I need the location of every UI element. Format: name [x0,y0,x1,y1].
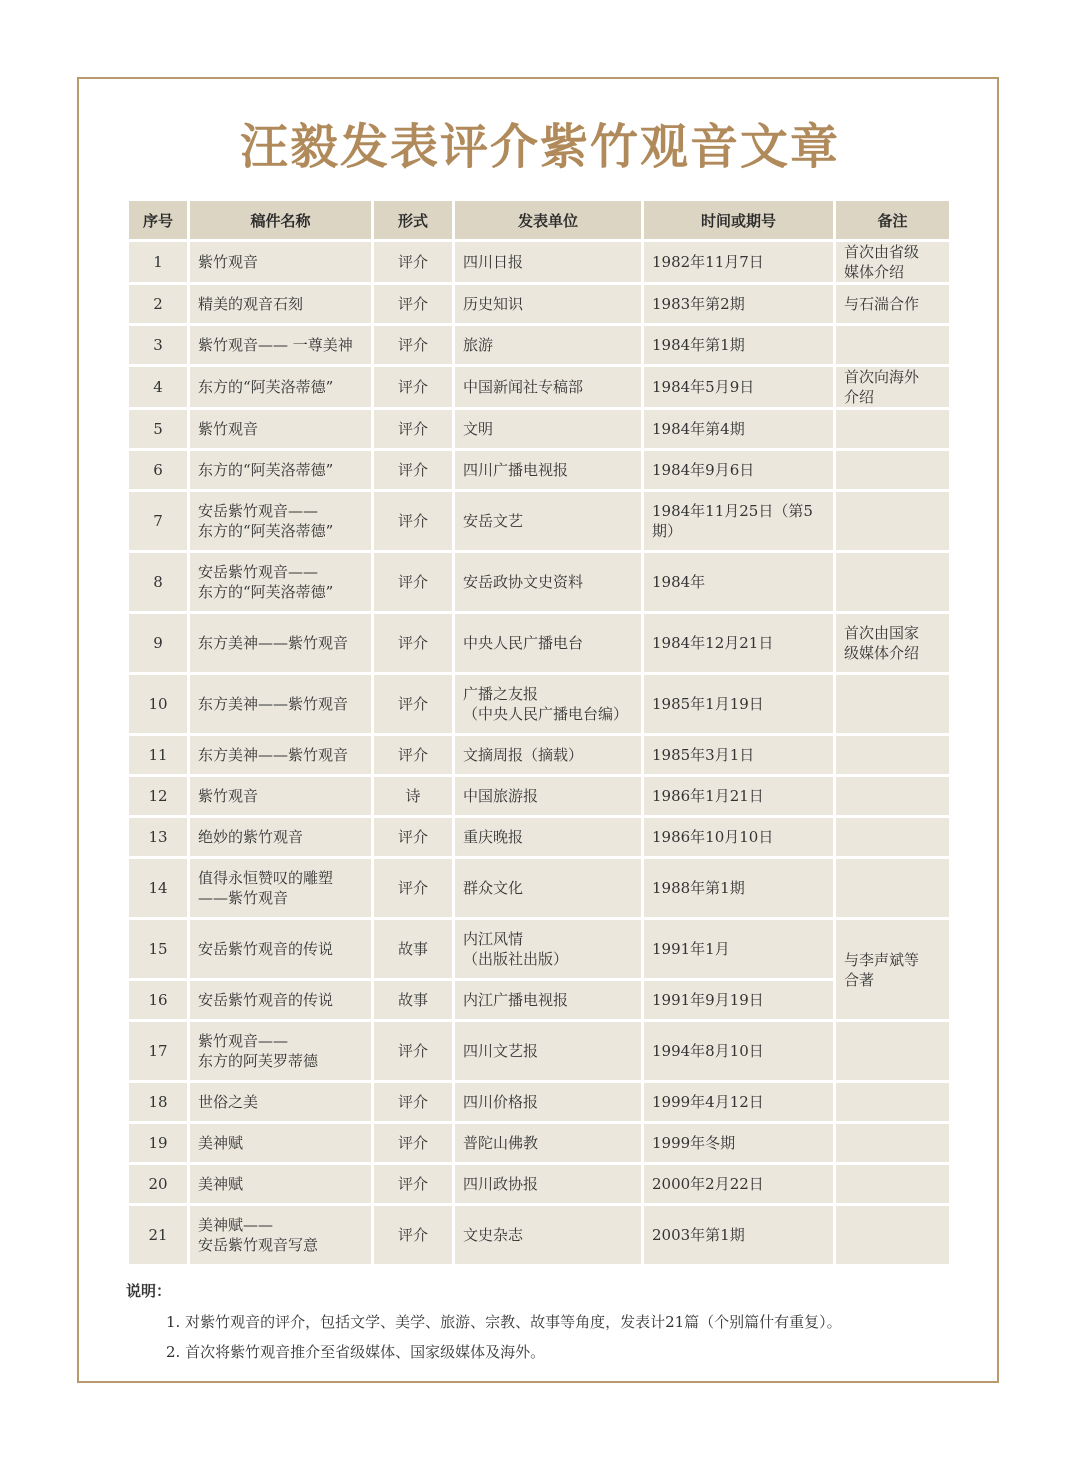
publish-date: 1984年 [644,553,833,611]
table-row [129,451,949,489]
article-title: 东方的“阿芙洛蒂德” [190,367,371,407]
article-title: 东方美神——紫竹观音 [190,736,371,774]
table-row [129,1206,949,1264]
header-cell: 备注 [836,201,949,239]
publisher: 群众文化 [455,859,641,917]
publish-date: 1994年8月10日 [644,1022,833,1080]
row-number: 2 [129,285,187,323]
remark [836,410,949,448]
article-title: 美神赋—— 安岳紫竹观音写意 [190,1206,371,1264]
article-form: 诗 [374,777,452,815]
article-form: 评介 [374,736,452,774]
row-number: 13 [129,818,187,856]
row-number: 16 [129,981,187,1019]
article-form: 评介 [374,1124,452,1162]
article-title: 精美的观音石刻 [190,285,371,323]
table-row [129,614,949,672]
row-number: 18 [129,1083,187,1121]
row-number: 9 [129,614,187,672]
table-row [129,1124,949,1162]
article-title: 美神赋 [190,1165,371,1203]
article-title: 紫竹观音 [190,242,371,282]
article-title: 绝妙的紫竹观音 [190,818,371,856]
remark: 首次由省级 媒体介绍 [836,242,949,282]
publisher: 文明 [455,410,641,448]
table-row [129,367,949,407]
publish-date: 2003年第1期 [644,1206,833,1264]
article-form: 评介 [374,1022,452,1080]
publisher: 重庆晚报 [455,818,641,856]
remark: 与李声斌等 合著 [836,920,949,1019]
article-title: 东方美神——紫竹观音 [190,614,371,672]
row-number: 20 [129,1165,187,1203]
publish-date: 1985年1月19日 [644,675,833,733]
table-header [129,201,949,239]
article-title: 紫竹观音—— 一尊美神 [190,326,371,364]
article-title: 紫竹观音 [190,410,371,448]
row-number: 8 [129,553,187,611]
publish-date: 1984年第1期 [644,326,833,364]
article-form: 评介 [374,326,452,364]
article-title: 东方美神——紫竹观音 [190,675,371,733]
article-form: 评介 [374,675,452,733]
remark: 首次由国家 级媒体介绍 [836,614,949,672]
row-number: 1 [129,242,187,282]
article-form: 评介 [374,1206,452,1264]
remark: 与石湍合作 [836,285,949,323]
article-title: 东方的“阿芙洛蒂德” [190,451,371,489]
publish-date: 1986年1月21日 [644,777,833,815]
article-form: 故事 [374,920,452,978]
table-row [129,736,949,774]
note-item: 1. 对紫竹观音的评介，包括文学、美学、旅游、宗教、故事等角度，发表计21篇（个别篇什有重复）。 [166,1313,842,1331]
table-row [129,492,949,550]
article-title: 安岳紫竹观音—— 东方的“阿芙洛蒂德” [190,553,371,611]
publisher: 四川广播电视报 [455,451,641,489]
remark [836,1206,949,1264]
remark [836,1165,949,1203]
row-number: 12 [129,777,187,815]
article-title: 紫竹观音—— 东方的阿芙罗蒂德 [190,1022,371,1080]
publisher: 文史杂志 [455,1206,641,1264]
row-number: 21 [129,1206,187,1264]
publish-date: 1991年1月 [644,920,833,978]
publisher: 内江广播电视报 [455,981,641,1019]
article-title: 安岳紫竹观音—— 东方的“阿芙洛蒂德” [190,492,371,550]
row-number: 4 [129,367,187,407]
remark: 首次向海外 介绍 [836,367,949,407]
notes-section [126,1280,966,1367]
article-form: 评介 [374,492,452,550]
publish-date: 1982年11月7日 [644,242,833,282]
article-form: 评介 [374,1083,452,1121]
publish-date: 1988年第1期 [644,859,833,917]
row-number: 14 [129,859,187,917]
remark [836,675,949,733]
article-form: 评介 [374,818,452,856]
article-form: 评介 [374,859,452,917]
remark [836,777,949,815]
row-number: 10 [129,675,187,733]
header-cell: 形式 [374,201,452,239]
publisher: 内江风情 （出版社出版） [455,920,641,978]
article-title: 值得永恒赞叹的雕塑 ——紫竹观音 [190,859,371,917]
page-title: 汪毅发表评介紫竹观音文章 [239,119,840,175]
publisher: 文摘周报（摘载） [455,736,641,774]
publish-date: 1984年第4期 [644,410,833,448]
article-title: 世俗之美 [190,1083,371,1121]
note-item: 2. 首次将紫竹观音推介至省级媒体、国家级媒体及海外。 [166,1343,546,1361]
article-form: 评介 [374,367,452,407]
remark [836,1124,949,1162]
table-row [129,242,949,282]
article-form: 故事 [374,981,452,1019]
header-cell: 序号 [129,201,187,239]
publish-date: 1999年4月12日 [644,1083,833,1121]
article-form: 评介 [374,242,452,282]
article-form: 评介 [374,410,452,448]
publish-date: 2000年2月22日 [644,1165,833,1203]
row-number: 3 [129,326,187,364]
remark [836,492,949,550]
table-row [129,818,949,856]
publish-date: 1983年第2期 [644,285,833,323]
publish-date: 1986年10月10日 [644,818,833,856]
publish-date: 1985年3月1日 [644,736,833,774]
table-row [129,675,949,733]
table-row [129,410,949,448]
table-row [129,777,949,815]
article-title: 安岳紫竹观音的传说 [190,920,371,978]
publisher: 旅游 [455,326,641,364]
publisher: 中央人民广播电台 [455,614,641,672]
publisher: 安岳政协文史资料 [455,553,641,611]
article-form: 评介 [374,451,452,489]
publisher: 广播之友报 （中央人民广播电台编） [455,675,641,733]
publish-date: 1984年9月6日 [644,451,833,489]
table-row [129,1083,949,1121]
row-number: 15 [129,920,187,978]
remark [836,736,949,774]
row-number: 6 [129,451,187,489]
publisher: 四川价格报 [455,1083,641,1121]
table-row [129,326,949,364]
publish-date: 1984年11月25日（第5期） [644,492,833,550]
remark [836,1083,949,1121]
publisher: 安岳文艺 [455,492,641,550]
publish-date: 1999年冬期 [644,1124,833,1162]
table-row [129,1022,949,1080]
row-number: 17 [129,1022,187,1080]
article-form: 评介 [374,553,452,611]
notes-label: 说明： [126,1282,172,1300]
remark [836,859,949,917]
publisher: 中国新闻社专稿部 [455,367,641,407]
row-number: 11 [129,736,187,774]
remark [836,1022,949,1080]
article-title: 紫竹观音 [190,777,371,815]
article-title: 安岳紫竹观音的传说 [190,981,371,1019]
row-number: 19 [129,1124,187,1162]
articles-table [126,198,952,1267]
table-row [129,920,949,978]
table-row [129,981,949,1019]
article-form: 评介 [374,614,452,672]
publish-date: 1984年12月21日 [644,614,833,672]
remark [836,451,949,489]
header-cell: 发表单位 [455,201,641,239]
table-row [129,1165,949,1203]
header-cell: 稿件名称 [190,201,371,239]
table-row [129,859,949,917]
row-number: 5 [129,410,187,448]
row-number: 7 [129,492,187,550]
publisher: 四川日报 [455,242,641,282]
article-form: 评介 [374,1165,452,1203]
publisher: 历史知识 [455,285,641,323]
article-title: 美神赋 [190,1124,371,1162]
publish-date: 1984年5月9日 [644,367,833,407]
table-row [129,553,949,611]
remark [836,326,949,364]
remark [836,553,949,611]
remark [836,818,949,856]
publisher: 四川文艺报 [455,1022,641,1080]
table-row [129,285,949,323]
publisher: 中国旅游报 [455,777,641,815]
publisher: 普陀山佛教 [455,1124,641,1162]
publish-date: 1991年9月19日 [644,981,833,1019]
header-cell: 时间或期号 [644,201,833,239]
publisher: 四川政协报 [455,1165,641,1203]
article-form: 评介 [374,285,452,323]
